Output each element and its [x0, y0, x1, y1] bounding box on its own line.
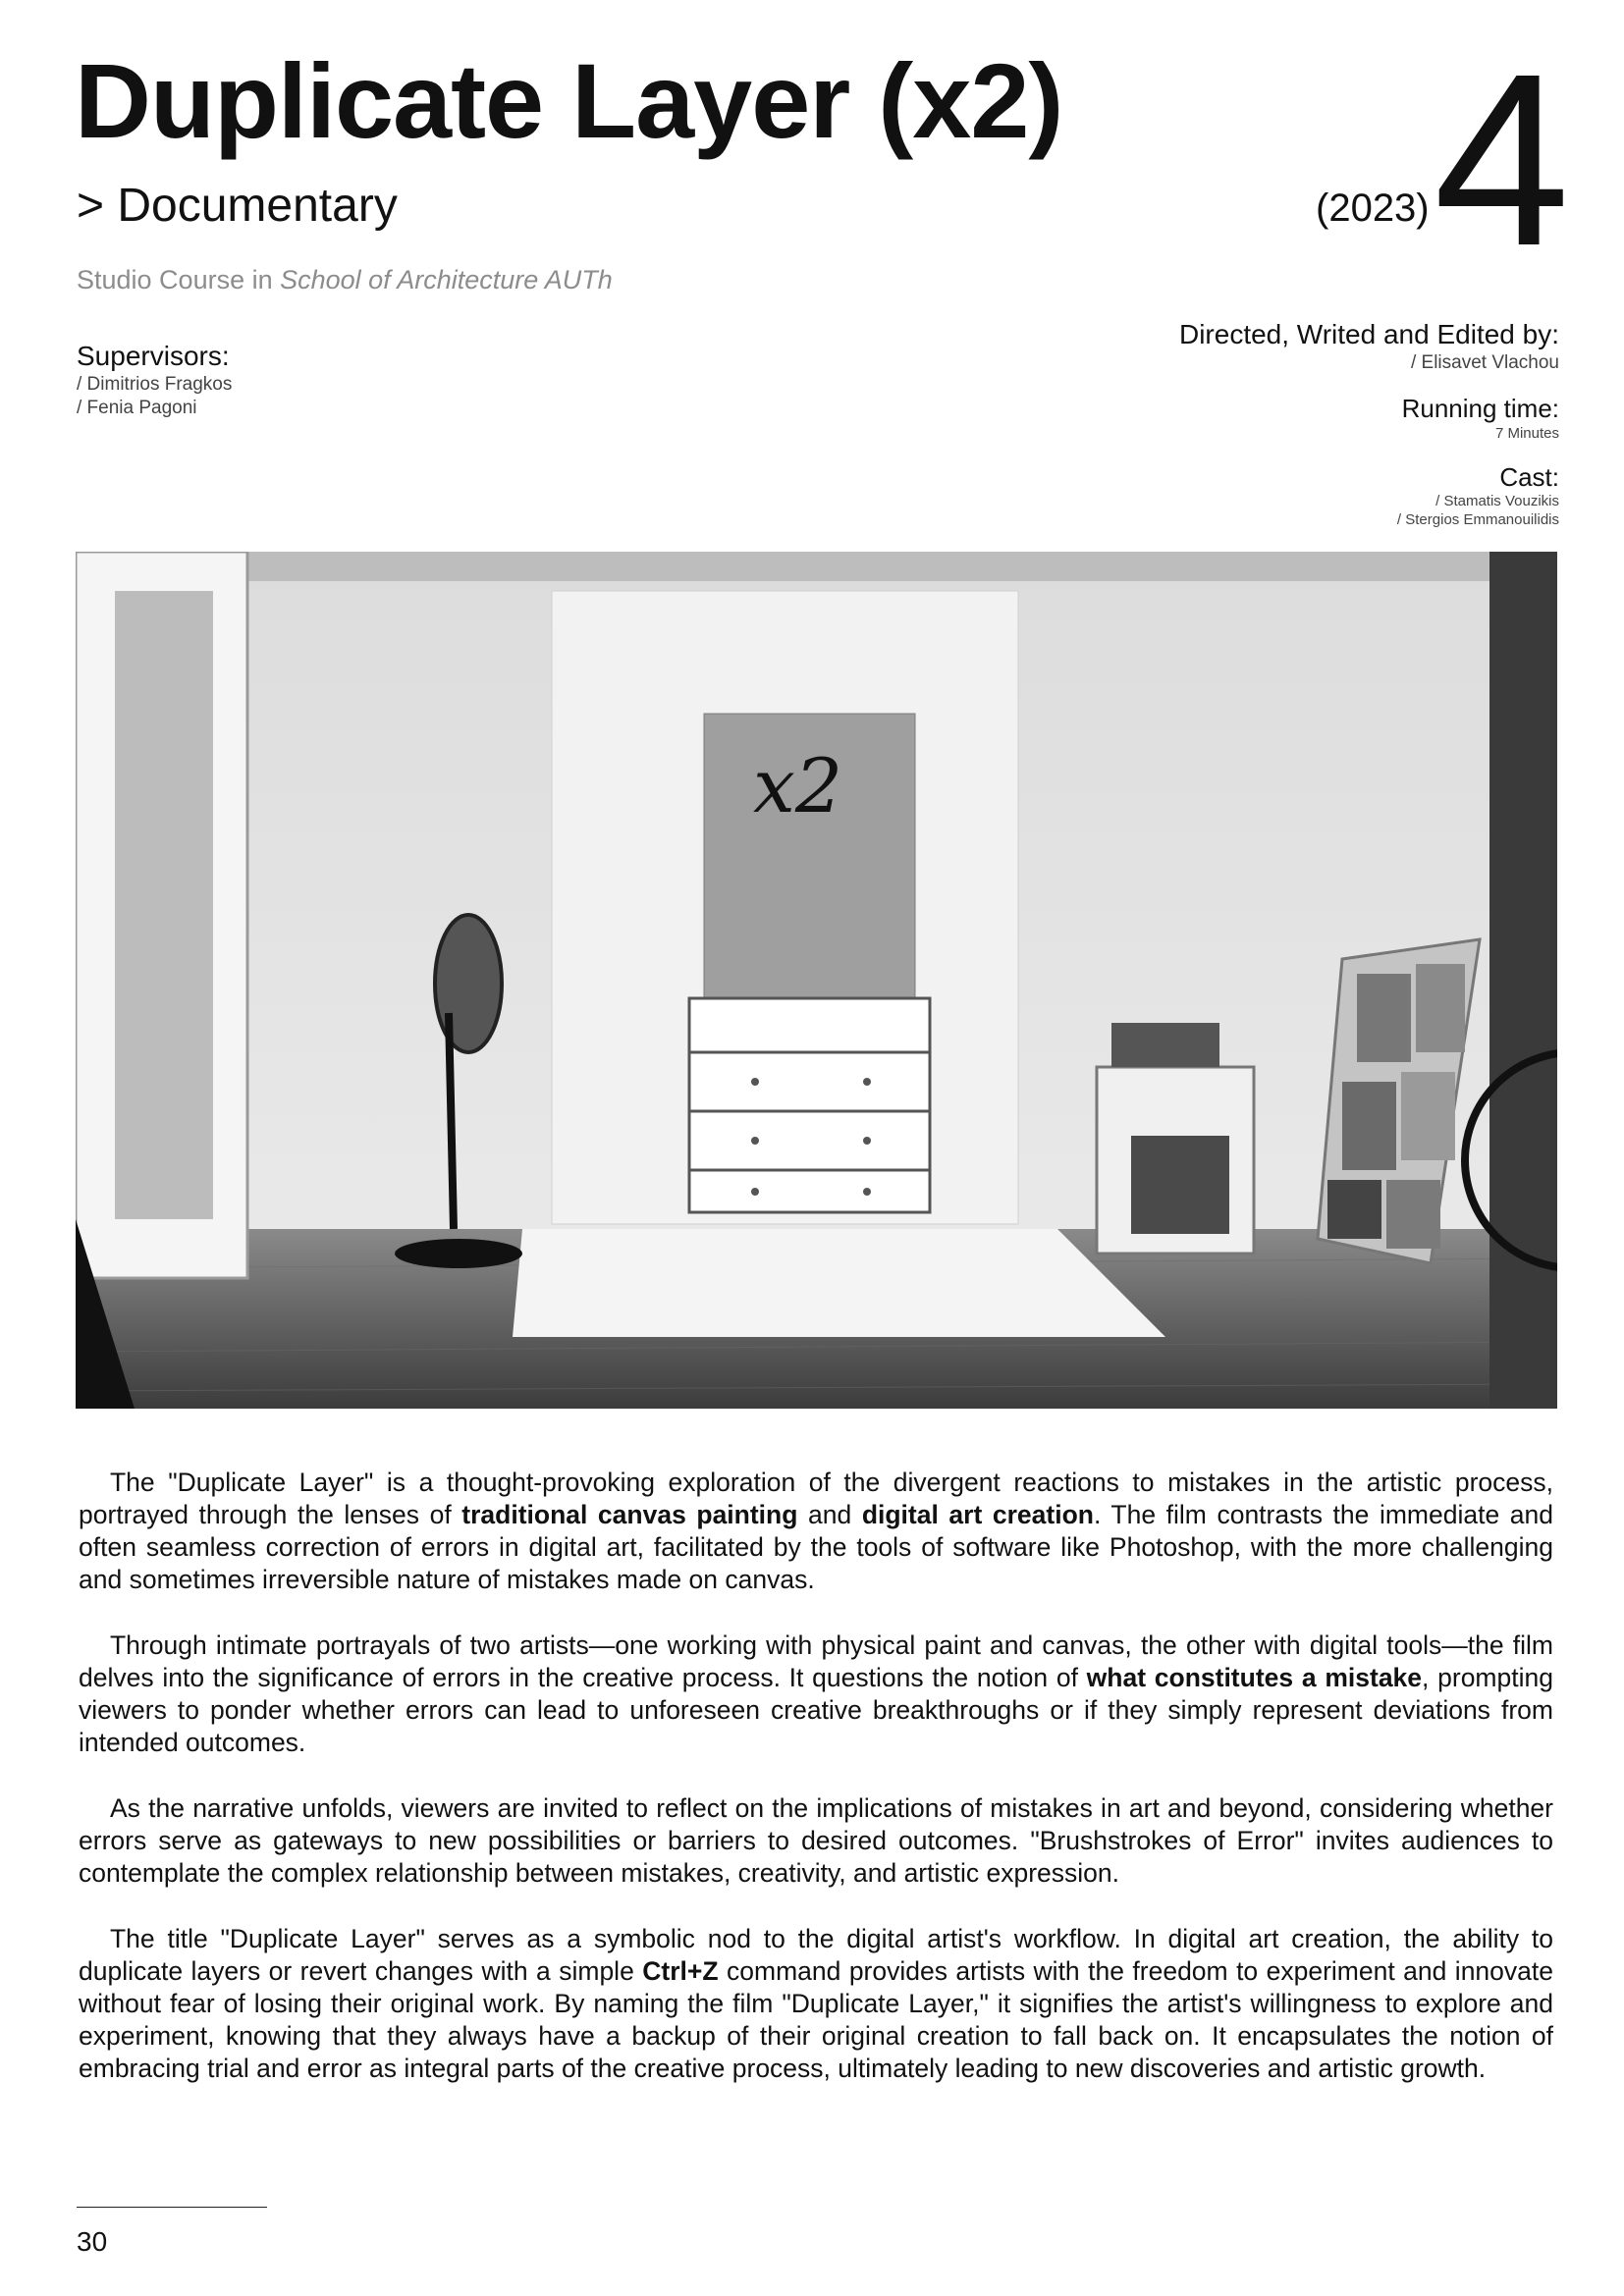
directed-value: / Elisavet Vlachou [1410, 351, 1559, 373]
canvas-x2-text: x2 [753, 742, 843, 829]
supervisors-block [77, 340, 232, 421]
paragraph: Through intimate portrayals of two artists—one working with physical paint and canvas, the other with digital tools—the film delves into the significance of errors in the creative process. It questions the notion of what constitutes a mistake, prompting viewers to ponder whether errors can lead to unforeseen creative breakthroughs or if they simply represent deviations from intended outcomes. [79, 1630, 1553, 1757]
studio-photo [76, 552, 1557, 1409]
course-school: School of Architecture AUTh [280, 265, 613, 294]
paragraph: The title "Duplicate Layer" serves as a symbolic nod to the digital artist's workflow. In digital art creation, the ability to duplicate layers or revert changes with a simple Ctrl+Z command provides artists with the freedom to experiment and innovate without fear of losing their original work. By naming the film "Duplicate Layer," it signifies the artist's willingness to explore and experiment, knowing that they always have a backup of their original creation to fall back on. It encapsulates the notion of embracing trial and error as integral parts of the creative process, ultimately leading to new discoveries and artistic growth. [79, 1924, 1553, 2083]
course-line [77, 265, 613, 295]
supervisor-name: / Fenia Pagoni [77, 398, 197, 419]
paragraph: As the narrative unfolds, viewers are invited to reflect on the implications of mistakes in art and beyond, considering whether errors serve as gateways to new possibilities or barriers to desired outcomes. "Brushstrokes of Error" invites audiences to contemplate the complex relationship between mistakes, creativity, and artistic expression. [79, 1793, 1553, 1888]
body-text [79, 1467, 1553, 2118]
page-title: Duplicate Layer (x2) [75, 41, 1063, 160]
running-time-value: 7 Minutes [1494, 424, 1559, 442]
supervisor-name: / Dimitrios Fragkos [77, 373, 233, 395]
credits-block [1179, 318, 1559, 530]
footer-rule [77, 2207, 267, 2208]
supervisors-label: Supervisors: [77, 341, 230, 371]
cast-label: Cast: [1499, 462, 1559, 493]
cast-member: / Stamatis Vouzikis [1435, 493, 1559, 510]
cast-member: / Stergios Emmanouilidis [1396, 511, 1559, 529]
page-number: 30 [77, 2226, 108, 2257]
directed-label: Directed, Writed and Edited by: [1178, 319, 1559, 349]
paragraph: The "Duplicate Layer" is a thought-provoking exploration of the divergent reactions to mistakes in the artistic process, portrayed through the lenses of traditional canvas painting and digital art creation. The film contrasts the immediate and often seamless correction of errors in digital art, facilitated by the tools of software like Photoshop, with the more challenging and sometimes irreversible nature of mistakes made on canvas. [79, 1468, 1553, 1594]
year-label: (2023) [1316, 187, 1430, 230]
course-prefix: Studio Course in [77, 265, 281, 294]
genre-subtitle: > Documentary [77, 180, 398, 232]
running-time-label: Running time: [1401, 394, 1559, 424]
project-number: 4 [1434, 23, 1571, 296]
